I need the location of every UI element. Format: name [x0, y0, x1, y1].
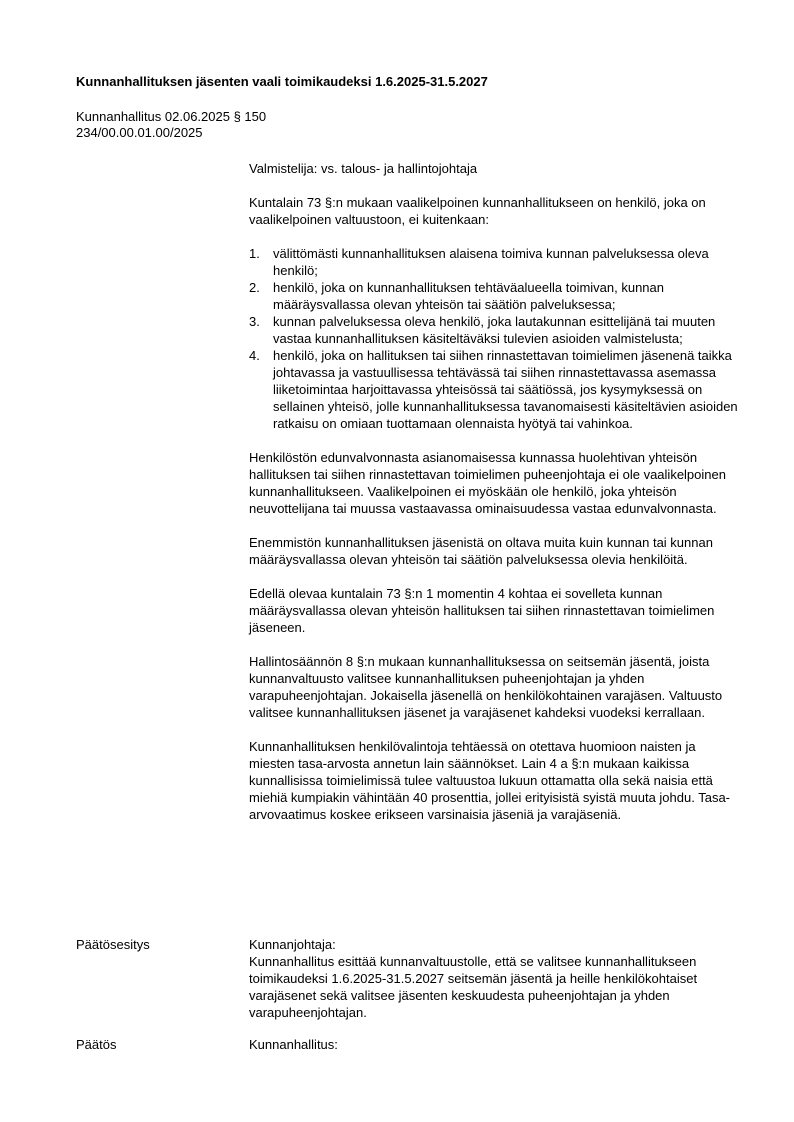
preparer-line: Valmistelija: vs. talous- ja hallintojohtaja [249, 161, 478, 176]
list-number: 1. [249, 246, 260, 261]
case-number: 234/00.00.01.00/2025 [76, 125, 203, 140]
list-number: 4. [249, 348, 260, 363]
body-paragraph: Kunnanhallituksen henkilövalintoja tehtäessä on otettava huomioon naisten ja miesten tasa-arvosta annetun lain säännökset. Lain 4 a §:n mukaan kaikissa kunnallisissa toimielimissä tulee valtuustoa lukuun ottamatta olla sekä naisia että miehiä kumpiakin vähintään 40 prosenttia, jollei erityisistä syistä muuta johdu. Tasa-arvovaatimus koskee erikseen varsinaisia jäseniä ja varajäseniä. [249, 739, 731, 822]
proposal-section [249, 936, 739, 1021]
ineligibility-list [249, 245, 739, 432]
list-text: välittömästi kunnanhallituksen alaisena toimiva kunnan palveluksessa oleva henkilö; [273, 246, 709, 278]
meeting-meta [76, 109, 266, 141]
proposal-author: Kunnanjohtaja: [249, 937, 336, 952]
decision-section [249, 1036, 739, 1053]
list-item [249, 279, 739, 313]
list-text: kunnan palveluksessa oleva henkilö, joka lautakunnan esittelijänä tai muuten vastaa kunnanhallituksen käsiteltäväksi tulevien asioiden valmistelusta; [273, 314, 716, 346]
list-item [249, 245, 739, 279]
body-paragraph: Edellä olevaa kuntalain 73 §:n 1 momentin 4 kohtaa ei sovelleta kunnan määräysvallassa olevan yhteisön hallituksen tai siihen rinnastettavan toimielimen jäseneen. [249, 586, 715, 635]
proposal-label: Päätösesitys [76, 937, 150, 952]
list-text: henkilö, joka on hallituksen tai siihen rinnastettavan toimielimen jäsenenä taikka johtavassa ja vastuullisessa tehtävässä tai siihen rinnastettavassa asemassa liiketoimintaa harjoittavassa yhteisössä tai säätiössä, jos kysymyksessä on sellainen yhteisö, jolle kunnanhallituksessa tavanomaisesti käsiteltävien asioiden ratkaisu on omiaan tuottamaan olennaista hyötyä tai vahinkoa. [273, 348, 738, 431]
list-number: 2. [249, 280, 260, 295]
document-title: Kunnanhallituksen jäsenten vaali toimikaudeksi 1.6.2025-31.5.2027 [76, 74, 488, 89]
list-number: 3. [249, 314, 260, 329]
intro-paragraph: Kuntalain 73 §:n mukaan vaalikelpoinen kunnanhallitukseen on henkilö, joka on vaalikelpoinen valtuustoon, ei kuitenkaan: [249, 195, 706, 227]
decision-label: Päätös [76, 1037, 117, 1052]
body-paragraph: Enemmistön kunnanhallituksen jäsenistä on oltava muita kuin kunnan tai kunnan määräysvallassa olevan yhteisön tai säätiön palveluksessa olevia henkilöitä. [249, 535, 713, 567]
list-item [249, 347, 739, 432]
list-item [249, 313, 739, 347]
proposal-text: Kunnanhallitus esittää kunnanvaltuustolle, että se valitsee kunnanhallitukseen toimikaudeksi 1.6.2025-31.5.2027 seitsemän jäsentä ja heille henkilökohtaiset varajäsenet sekä valitsee jäsenten keskuudesta puheenjohtajan ja yhden varapuheenjohtajan. [249, 954, 698, 1020]
meeting-reference: Kunnanhallitus 02.06.2025 § 150 [76, 109, 267, 124]
body-paragraph: Hallintosäännön 8 §:n mukaan kunnanhallituksessa on seitsemän jäsentä, joista kunnanvaltuusto valitsee kunnanhallituksen puheenjohtajan ja yhden varapuheenjohtajan. Jokaisella jäsenellä on henkilökohtainen varajäsen. Valtuusto valitsee kunnanhallituksen jäsenet ja varajäsenet kahdeksi vuodeksi kerrallaan. [249, 654, 723, 720]
body-paragraph: Henkilöstön edunvalvonnasta asianomaisessa kunnassa huolehtivan yhteisön hallituksen tai siihen rinnastettavan toimielimen puheenjohtaja ei ole vaalikelpoinen kunnanhallitukseen. Vaalikelpoinen ei myöskään ole henkilö, joka yhteisön neuvottelijana tai muussa vastaavassa ominaisuudessa vastaa edunvalvonnasta. [249, 450, 726, 516]
decision-author: Kunnanhallitus: [249, 1037, 338, 1052]
list-text: henkilö, joka on kunnanhallituksen tehtäväalueella toimivan, kunnan määräysvallassa olevan yhteisön tai säätiön palveluksessa; [273, 280, 664, 312]
document-body [249, 160, 739, 840]
